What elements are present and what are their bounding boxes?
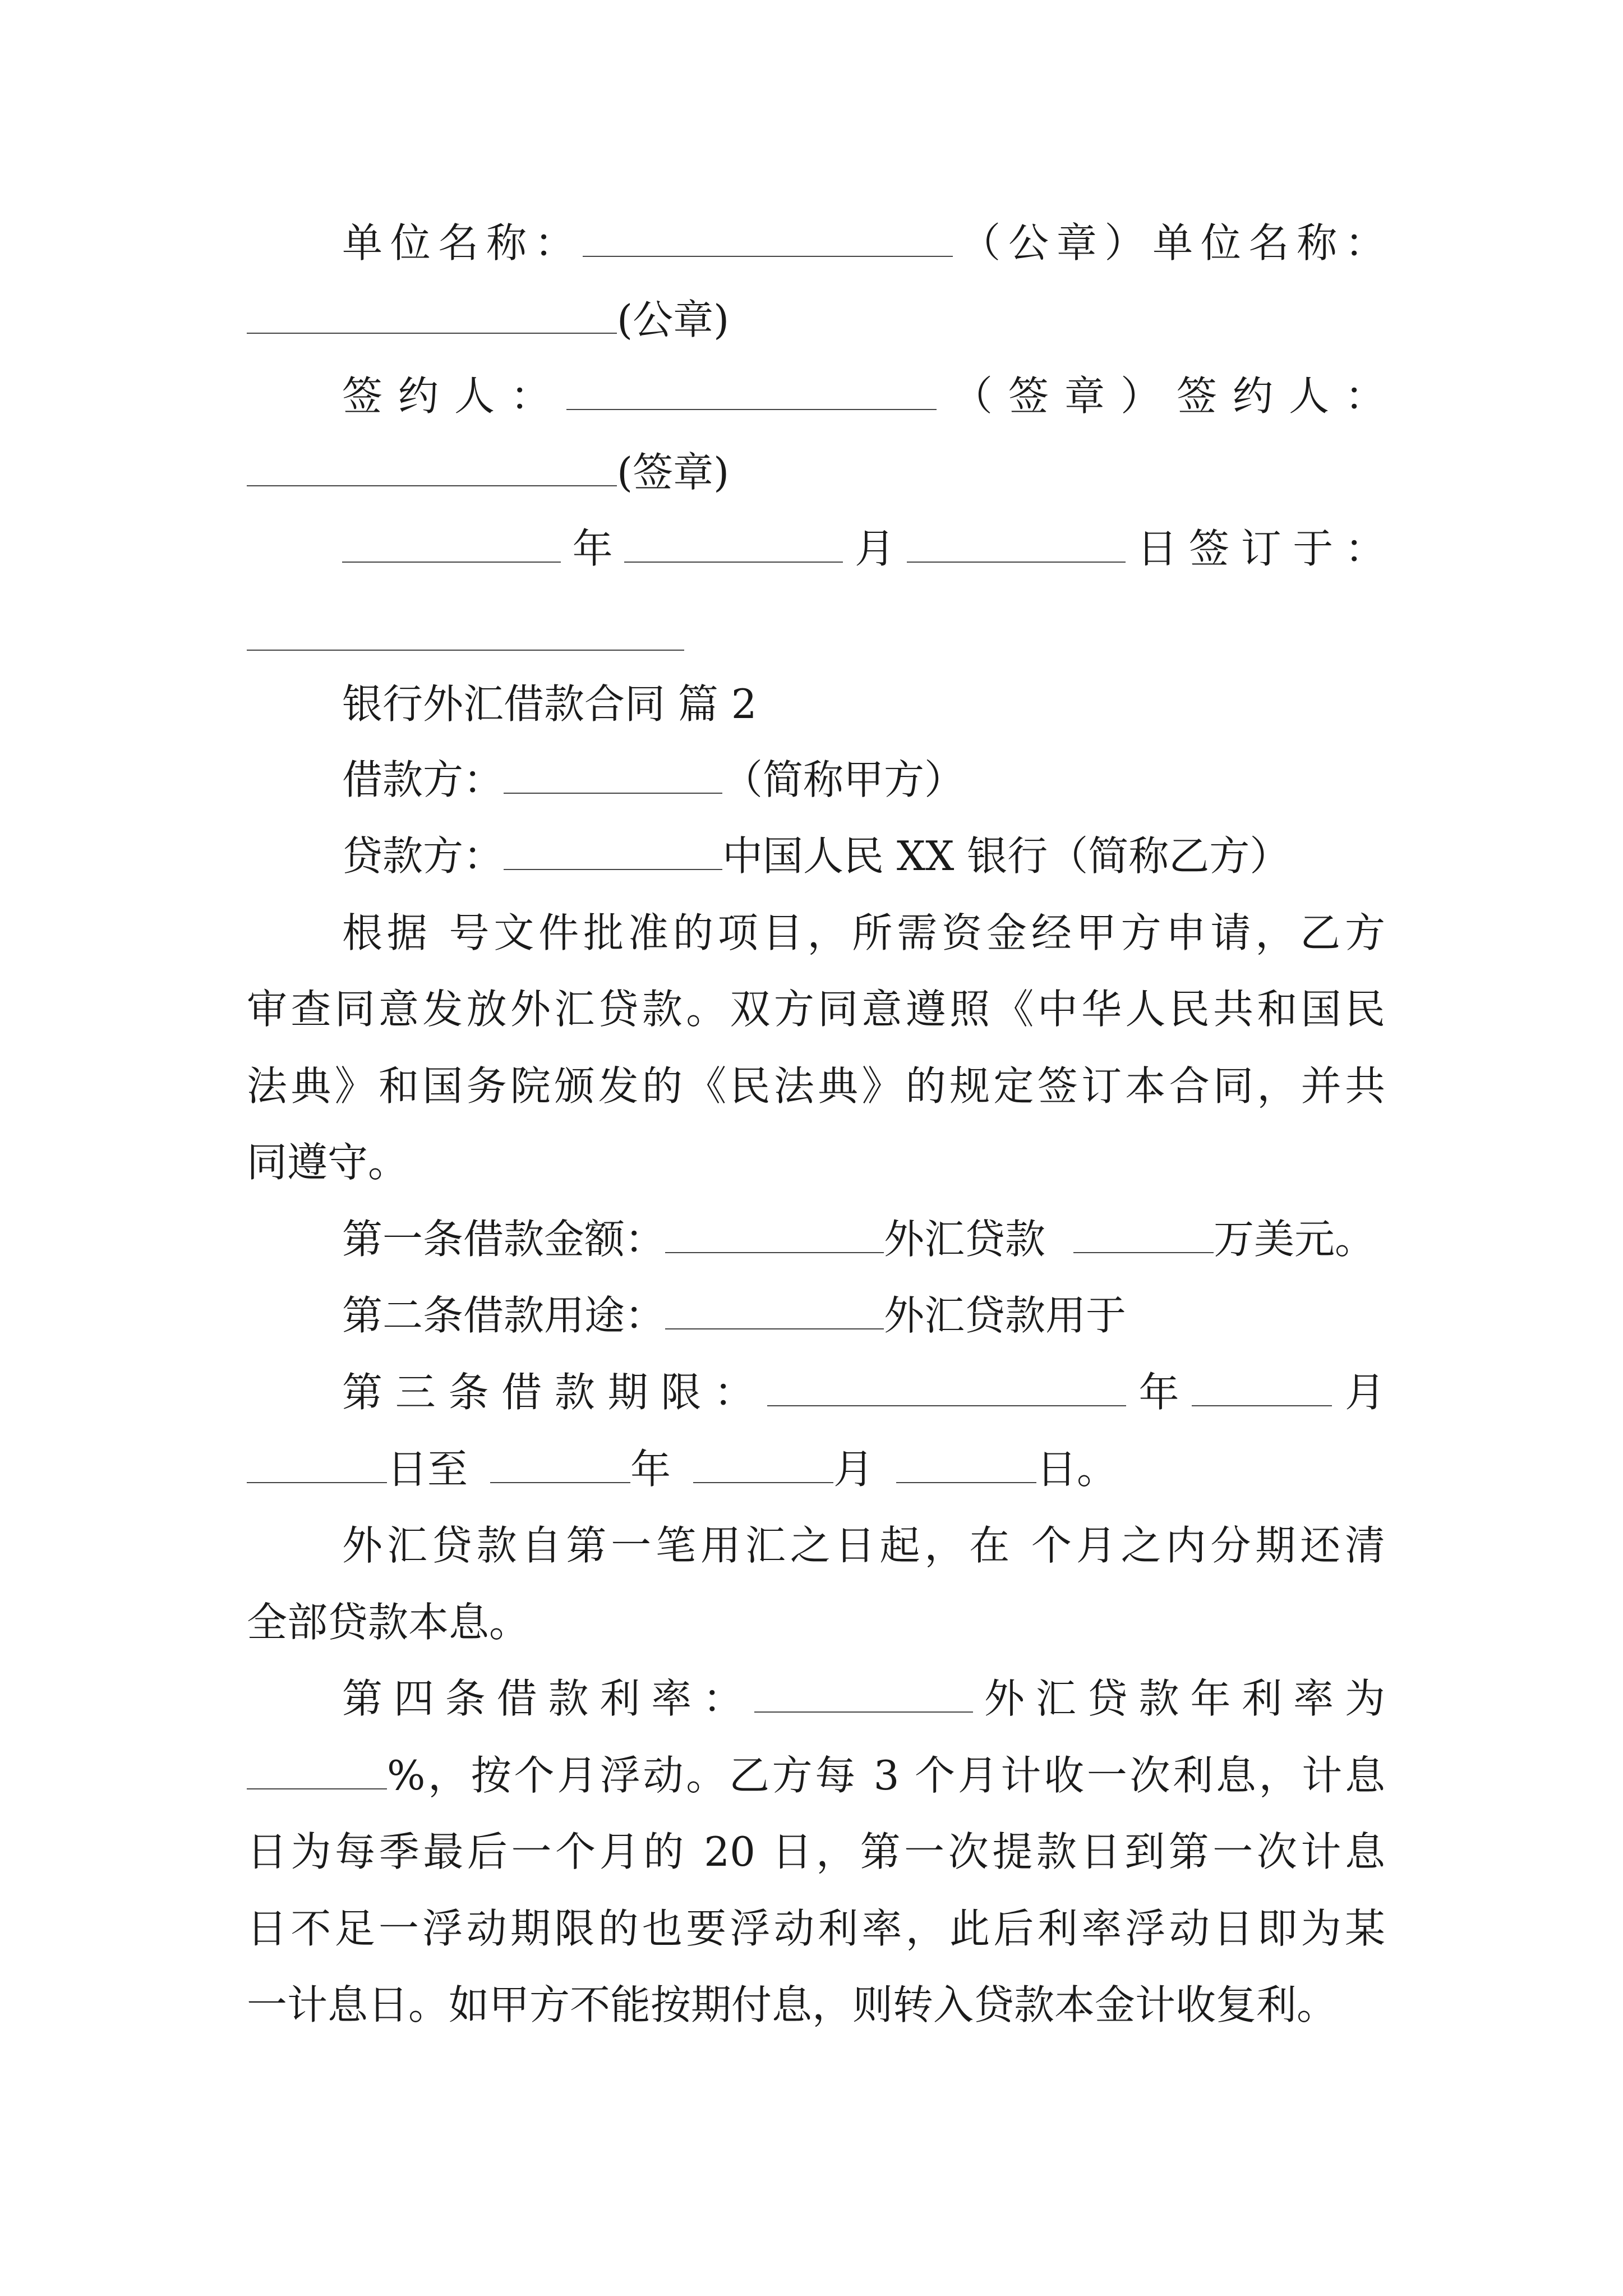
borrower-label: 借款方：	[342, 756, 504, 803]
lender-text: 中国人民 XX 银行（简称乙方）	[722, 832, 1290, 880]
unit-name-line	[342, 209, 1385, 277]
article3-year: 年	[1126, 1369, 1192, 1416]
article1-unit: 万美元。	[1214, 1216, 1376, 1263]
article3-year-2: 年	[630, 1446, 671, 1493]
article3-day-blank-2[interactable]	[896, 1447, 1036, 1483]
preamble-line: 同遵守。	[247, 1139, 409, 1186]
seal-mark: （公章）	[952, 219, 1153, 266]
article1-label: 第一条借款金额：	[342, 1216, 666, 1263]
month-blank[interactable]	[624, 527, 843, 563]
article4-rate-blank[interactable]	[247, 1754, 387, 1789]
article3-repay-line: 外汇贷款自第一笔用汇之日起，在 个月之内分期还清	[342, 1522, 1385, 1569]
preamble-line: 根据 号文件批准的项目，所需资金经甲方申请，乙方	[342, 909, 1385, 956]
article4-body-line: 日不足一浮动期限的也要浮动利率，此后利率浮动日即为某	[247, 1905, 1385, 1952]
article3-year-blank-2[interactable]	[490, 1447, 630, 1483]
signer-label: 签约人：	[342, 372, 566, 420]
article3-day-blank[interactable]	[247, 1447, 387, 1483]
article3-day-end: 日。	[1036, 1446, 1118, 1493]
borrower-blank[interactable]	[504, 758, 722, 794]
unit-name-label-2: 单位名称：	[1152, 219, 1385, 266]
article2-blank[interactable]	[665, 1294, 884, 1329]
article3-month-blank[interactable]	[1192, 1370, 1332, 1406]
date-line	[342, 515, 1385, 582]
seal-mark-2: (公章)	[617, 296, 730, 343]
signer-blank-2[interactable]	[247, 450, 617, 486]
signer-label-2: 签约人：	[1176, 372, 1385, 420]
article3-month: 月	[1332, 1369, 1385, 1416]
article3-month-blank-2[interactable]	[693, 1447, 833, 1483]
article4-label: 第四条借款利率：	[342, 1675, 754, 1722]
article2-label: 第二条借款用途：	[342, 1292, 666, 1339]
sign-mark-2: (签章)	[617, 449, 730, 496]
unit-name-blank[interactable]	[583, 221, 953, 257]
day-blank[interactable]	[907, 527, 1126, 563]
article1-text: 外汇贷款	[884, 1216, 1046, 1263]
article3-line	[342, 1359, 1385, 1426]
borrower-line	[342, 746, 1385, 813]
lender-label: 贷款方：	[342, 832, 504, 880]
article3-year-blank[interactable]	[986, 1370, 1126, 1406]
article4-blank[interactable]	[754, 1677, 973, 1713]
article4-line2-text: %，按个月浮动。乙方每 3 个月计收一次利息，计息	[387, 1752, 1385, 1799]
borrower-note: （简称甲方）	[722, 756, 965, 803]
signer-line-2	[247, 439, 1385, 506]
preamble-line: 审查同意发放外汇贷款。双方同意遵照《中华人民共和国民	[247, 986, 1385, 1033]
article3-month-2: 月	[833, 1446, 874, 1493]
article3-day-to: 日至	[387, 1446, 468, 1493]
article4-body-line: 日为每季最后一个月的 20 日，第一次提款日到第一次计息	[247, 1828, 1385, 1875]
article1-line	[342, 1205, 1385, 1273]
article1-blank[interactable]	[665, 1217, 884, 1253]
section-title: 银行外汇借款合同 篇 2	[342, 680, 757, 728]
day-signed-label: 日签订于：	[1125, 525, 1385, 572]
year-blank[interactable]	[342, 527, 561, 563]
article4-line	[342, 1665, 1385, 1732]
article3-blank[interactable]	[767, 1370, 986, 1406]
sign-mark: （签章）	[937, 372, 1177, 420]
lender-blank[interactable]	[504, 834, 722, 870]
unit-name-label: 单位名称：	[342, 219, 583, 266]
unit-name-blank-2[interactable]	[247, 298, 617, 334]
year-label: 年	[561, 525, 625, 572]
signed-place-line	[247, 603, 1385, 670]
signer-blank[interactable]	[566, 374, 937, 410]
article3-repay-line: 全部贷款本息。	[247, 1599, 530, 1646]
article4-rate-text: 外汇贷款年利率为	[973, 1675, 1385, 1722]
signed-place-blank[interactable]	[247, 615, 684, 651]
lender-line	[342, 822, 1385, 890]
article3-line-2	[247, 1435, 1385, 1503]
article1-amount-blank[interactable]	[1073, 1217, 1214, 1253]
article3-label: 第三条借款期限：	[342, 1369, 767, 1416]
preamble-line: 法典》和国务院颁发的《民法典》的规定签订本合同，并共	[247, 1062, 1385, 1110]
article4-line-2	[247, 1742, 1385, 1809]
unit-name-line-2	[247, 286, 1385, 353]
month-label: 月	[843, 525, 907, 572]
article4-body-line: 一计息日。如甲方不能按期付息，则转入贷款本金计收复利。	[247, 1981, 1338, 2028]
article2-line	[342, 1282, 1385, 1349]
signer-line	[342, 362, 1385, 430]
article2-text: 外汇贷款用于	[884, 1292, 1127, 1339]
